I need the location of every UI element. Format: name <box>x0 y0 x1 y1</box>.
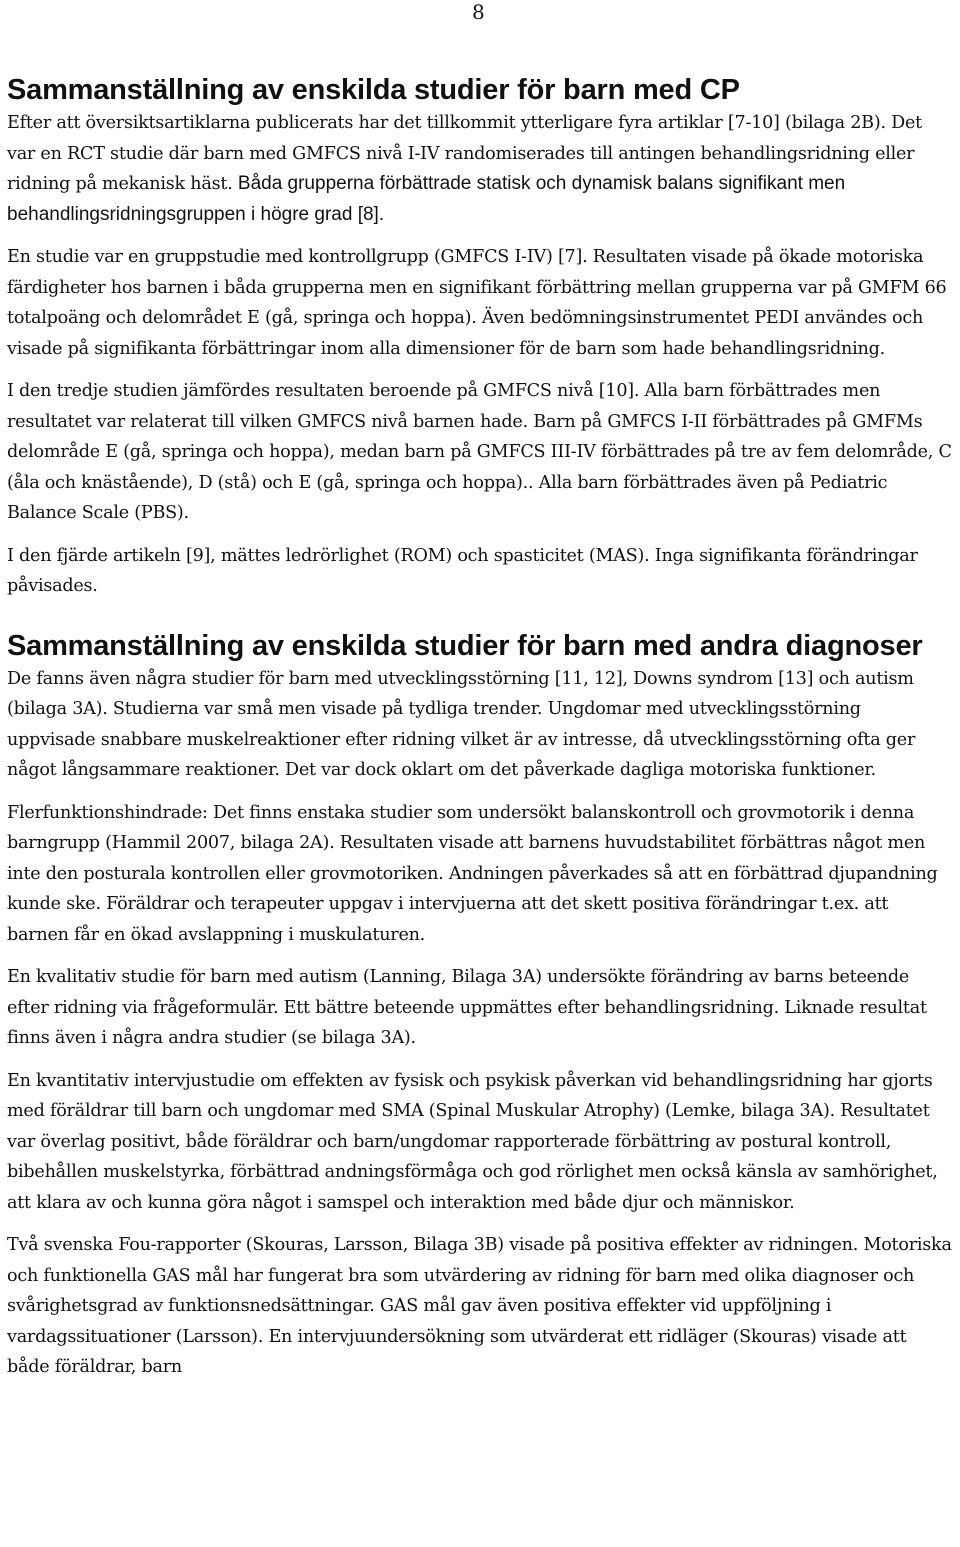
paragraph-fou-reports: Två svenska Fou-rapporter (Skouras, Larsson, Bilaga 3B) visade på positiva effekter av ridningen. Motoriska och funktionella GAS mål har fungerat bra som utvärdering av ridning för barn med olika diagnoser och svårighetsgrad av funktionsnedsättningar. GAS mål gav även positiva effekter vid uppföljning i vardagssituationer (Larsson). En intervjuundersökning som utvärderat ett ridläger (Skouras) visade att både föräldrar, barn <box>7 1235 952 1377</box>
paragraph-intro-cp <box>7 108 953 230</box>
page-number: 8 <box>472 0 485 24</box>
section-heading-cp: Sammanställning av enskilda studier för barn med CP <box>7 74 740 106</box>
paragraph-other-diagnoses: De fanns även några studier för barn med utvecklingsstörning [11, 12], Downs syndrom [13] och autism (bilaga 3A). Studierna var små men visade på tydliga trender. Ungdomar med utvecklingsstörning uppvisade snabbare muskelreaktioner efter ridning vilket är av intresse, då utvecklingsstörning ofta ger något långsammare reaktioner. Det var dock oklart om det påverkade dagliga motoriska funktioner. <box>7 668 916 780</box>
paragraph-intro-cp-text: Efter att översiktsartiklarna publicerats har det tillkommit ytterligare fyra artiklar [7-10] (bilaga 2B). Det var en RCT studie där barn med GMFCS nivå I-IV randomiserades till antingen behandlingsridning eller ridning på mekanisk häst. <box>7 113 922 194</box>
paragraph-fourth-article: I den fjärde artikeln [9], mättes ledrörlighet (ROM) och spasticitet (MAS). Inga signifikanta förändringar påvisades. <box>7 545 918 596</box>
paragraph-multiple-disabilities: Flerfunktionshindrade: Det finns enstaka studier som undersökt balanskontroll och grovmotorik i denna barngrupp (Hammil 2007, bilaga 2A). Resultaten visade att barnens huvudstabilitet förbättras något men inte den posturala kontrollen eller grovmotoriken. Andningen påverkades så att en förbättrad djupandning kunde ske. Föräldrar och terapeuter uppgav i intervjuerna att det skett positiva förändringar t.ex. att barnen får en ökad avslappning i muskulaturen. <box>7 802 938 945</box>
paragraph-intro-cp-sans-text: Båda grupperna förbättrade statisk och dynamisk balans signifikant men behandlingsridningsgruppen i högre grad [8]. <box>7 173 846 225</box>
paragraph-third-study: I den tredje studien jämfördes resultaten beroende på GMFCS nivå [10]. Alla barn förbättrades men resultatet var relaterat till vilken GMFCS nivå barnen hade. Barn på GMFCS I-II förbättrades på GMFMs delområde E (gå, springa och hoppa), medan barn på GMFCS III-IV förbättrades på tre av fem delområde, C (åla och knästående), D (stå) och E (gå, springa och hoppa).. Alla barn förbättrades även på Pediatric Balance Scale (PBS). <box>7 381 952 523</box>
document-body <box>7 72 953 1395</box>
paragraph-group-study: En studie var en gruppstudie med kontrollgrupp (GMFCS I-IV) [7]. Resultaten visade på ökade motoriska färdigheter hos barnen i båda grupperna men en signifikant förbättring mellan grupperna var på GMFM 66 totalpoäng och delområdet E (gå, springa och hoppa). Även bedömningsinstrumentet PEDI användes och visade på signifikanta förbättringar inom alla dimensioner för de barn som hade behandlingsridning. <box>7 247 947 359</box>
paragraph-sma-study: En kvantitativ intervjustudie om effekten av fysisk och psykisk påverkan vid behandlingsridning har gjorts med föräldrar till barn och ungdomar med SMA (Spinal Muskular Atrophy) (Lemke, bilaga 3A). Resultatet var överlag positivt, både föräldrar och barn/ungdomar rapporterade förbättring av postural kontroll, bibehållen muskelstyrka, förbättrad andningsförmåga och god rörlighet men också känsla av samhörighet, att klara av och kunna göra något i samspel och interaktion med både djur och människor. <box>7 1070 938 1213</box>
paragraph-autism-study: En kvalitativ studie för barn med autism (Lanning, Bilaga 3A) undersökte förändring av barns beteende efter ridning via frågeformulär. Ett bättre beteende uppmättes efter behandlingsridning. Liknade resultat finns även i några andra studier (se bilaga 3A). <box>7 967 927 1048</box>
section-heading-other-diagnoses: Sammanställning av enskilda studier för barn med andra diagnoser <box>7 629 923 662</box>
